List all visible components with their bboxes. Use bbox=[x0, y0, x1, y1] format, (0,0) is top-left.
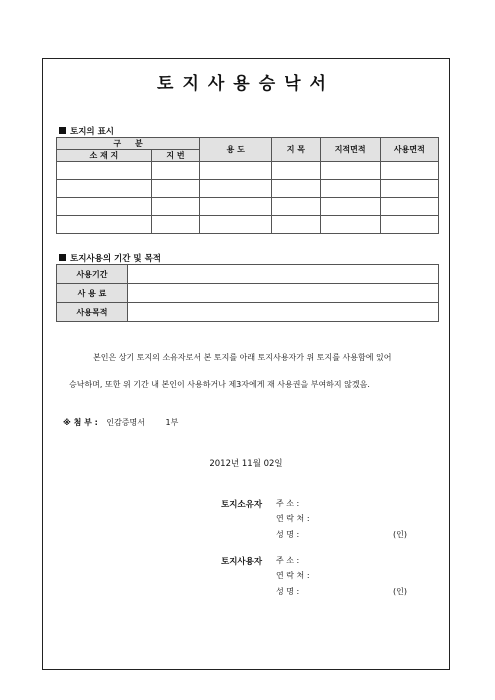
square-bullet-icon bbox=[59, 127, 66, 134]
row-label-purpose: 사용목적 bbox=[57, 303, 128, 322]
cell[interactable] bbox=[151, 216, 199, 234]
owner-address-label: 주 소 : bbox=[276, 499, 300, 508]
cell[interactable] bbox=[57, 198, 152, 216]
header-jimok: 지 목 bbox=[272, 138, 320, 162]
purpose-field[interactable] bbox=[128, 303, 439, 322]
user-address-label: 주 소 : bbox=[276, 556, 300, 565]
cell[interactable] bbox=[320, 216, 380, 234]
cell[interactable] bbox=[200, 198, 272, 216]
body-line-1: 본인은 상기 토지의 소유자로서 본 토지를 아래 토지사용자가 위 토지를 사용함에 있어 bbox=[93, 353, 392, 362]
cell[interactable] bbox=[320, 180, 380, 198]
period-table bbox=[56, 264, 439, 322]
header-use-area: 사용면적 bbox=[380, 138, 438, 162]
owner-seal: (인) bbox=[393, 530, 407, 539]
cell[interactable] bbox=[200, 216, 272, 234]
row-label-fee: 사 용 료 bbox=[57, 284, 128, 303]
cell[interactable] bbox=[320, 198, 380, 216]
table-row bbox=[57, 216, 439, 234]
section-period-label-text: 토지사용의 기간 및 목적 bbox=[70, 254, 161, 264]
cell[interactable] bbox=[380, 162, 438, 180]
table-row bbox=[57, 180, 439, 198]
document-title: 토지사용승낙서 bbox=[157, 74, 335, 94]
section-land-label bbox=[59, 125, 114, 137]
cell[interactable] bbox=[272, 180, 320, 198]
body-line-2: 승낙하며, 또한 위 기간 내 본인이 사용하거나 제3자에게 재 사용권을 부여하지 않겠음. bbox=[69, 380, 370, 389]
cell[interactable] bbox=[151, 162, 199, 180]
square-bullet-icon bbox=[59, 254, 66, 261]
cell[interactable] bbox=[57, 162, 152, 180]
cell[interactable] bbox=[151, 180, 199, 198]
user-seal: (인) bbox=[393, 587, 407, 596]
attachment bbox=[63, 417, 178, 428]
header-gubun: 구 분 bbox=[57, 138, 200, 150]
row-label-period: 사용기간 bbox=[57, 265, 128, 284]
period-field[interactable] bbox=[128, 265, 439, 284]
header-sojaeji: 소 재 지 bbox=[57, 150, 152, 162]
header-jijeok-area: 지적면적 bbox=[320, 138, 380, 162]
table-row bbox=[57, 198, 439, 216]
cell[interactable] bbox=[200, 162, 272, 180]
table-row bbox=[57, 162, 439, 180]
owner-name-label: 성 명 : bbox=[276, 530, 300, 539]
cell[interactable] bbox=[272, 198, 320, 216]
document-frame bbox=[42, 58, 450, 670]
fee-field[interactable] bbox=[128, 284, 439, 303]
cell[interactable] bbox=[380, 180, 438, 198]
cell[interactable] bbox=[380, 216, 438, 234]
cell[interactable] bbox=[200, 180, 272, 198]
owner-contact-label: 연 락 처 : bbox=[276, 514, 310, 523]
cell[interactable] bbox=[320, 162, 380, 180]
cell[interactable] bbox=[151, 198, 199, 216]
user-name-label: 성 명 : bbox=[276, 587, 300, 596]
section-land-label-text: 토지의 표시 bbox=[70, 127, 115, 137]
cell[interactable] bbox=[57, 216, 152, 234]
user-contact-label: 연 락 처 : bbox=[276, 571, 310, 580]
cell[interactable] bbox=[380, 198, 438, 216]
section-period-label bbox=[59, 252, 161, 264]
owner-role: 토지소유자 bbox=[221, 500, 263, 510]
attachment-item: 인감증명서 bbox=[106, 418, 145, 427]
attachment-count: 1부 bbox=[165, 418, 179, 427]
header-yongdo: 용 도 bbox=[200, 138, 272, 162]
document-date: 2012년 11월 02일 bbox=[209, 459, 283, 469]
cell[interactable] bbox=[272, 162, 320, 180]
land-table bbox=[56, 137, 439, 234]
attachment-label: ※ 첨 부 : bbox=[63, 418, 98, 427]
cell[interactable] bbox=[57, 180, 152, 198]
header-jibeon: 지 번 bbox=[151, 150, 199, 162]
cell[interactable] bbox=[272, 216, 320, 234]
user-role: 토지사용자 bbox=[221, 557, 263, 567]
